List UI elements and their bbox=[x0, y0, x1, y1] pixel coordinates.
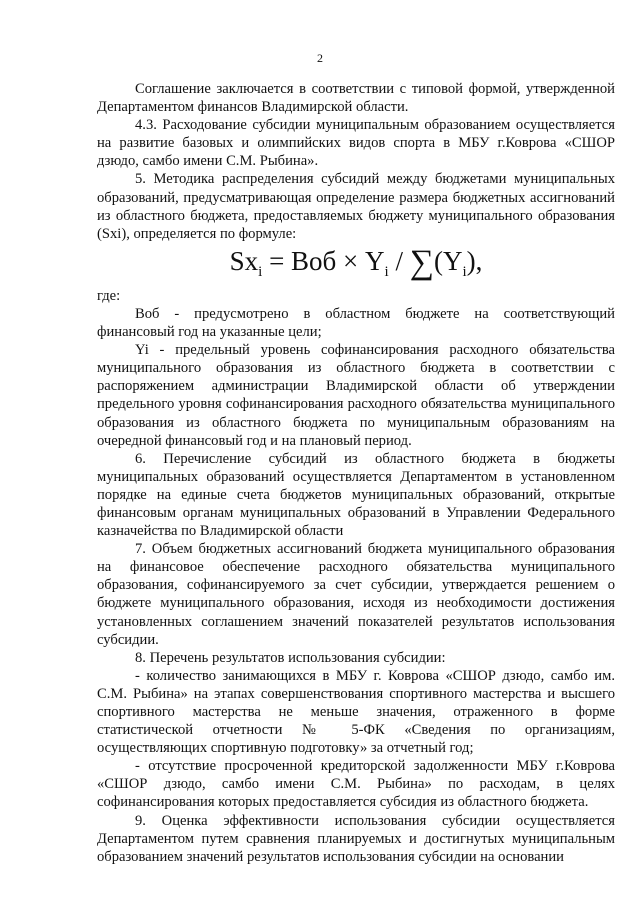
formula-y-sub: i bbox=[384, 263, 389, 280]
paragraph-4-3: 4.3. Расходование субсидии муниципальным образованием осуществляется на развитие базовых и олимпийских видов спорта в МБУ г.Коврова «СШОР дзюдо, самбо имени С.М. Рыбина». bbox=[97, 117, 615, 170]
formula-div: / bbox=[388, 245, 410, 276]
paragraph-5-methodology: 5. Методика распределения субсидий между бюджетами муниципальных образований, предусматривающая определение размера бюджетных ассигнований из областного бюджета, предоставляемых бюджету муниципального образования (Sxi), определяется по формуле: bbox=[97, 171, 615, 242]
paragraph-agreement: Соглашение заключается в соответствии с типовой формой, утвержденной Департаментом финансов Владимирской области. bbox=[97, 81, 615, 116]
list-item-participants: - количество занимающихся в МБУ г. Коврова «СШОР дзюдо, самбо им. С.М. Рыбина» на этапах совершенствования спортивного мастерства и высшего спортивного мастерства не меньше значения, отраженного в форме статистической отчетности № 5-ФК «Сведения по организациям, осуществляющих спортивную подготовку» за отчетный год; bbox=[97, 667, 615, 757]
formula-arg-close: ), bbox=[466, 245, 483, 276]
formula-arg-sub: i bbox=[462, 263, 467, 280]
document-body bbox=[97, 80, 615, 866]
paragraph-vob-definition: Воб - предусмотрено в областном бюджете на соответствующий финансовый год на указанные цели; bbox=[97, 305, 615, 341]
formula-lhs: Sx bbox=[229, 245, 259, 276]
where-label: где: bbox=[97, 287, 121, 304]
list-item-no-debt: - отсутствие просроченной кредиторской задолженности МБУ г.Коврова «СШОР дзюдо, самбо имени С.М. Рыбина» по расходам, в целях софинансирования которых предоставляется субсидия из областного бюджета. bbox=[97, 758, 615, 811]
formula-arg-open: (Y bbox=[433, 245, 463, 276]
distribution-formula bbox=[97, 245, 615, 283]
formula-eq: = Воб × Y bbox=[262, 245, 385, 276]
paragraph-7-budget-volume: 7. Объем бюджетных ассигнований бюджета муниципального образования на финансовое обеспечение расходного обязательства муниципального образования, софинансируемого за счет субсидии, утверждается решением о бюджете муниципального образования, исходя из необходимости достижения установленных соглашением значений показателей результатов использования субсидии. bbox=[97, 541, 615, 648]
formula-lhs-sub: i bbox=[258, 263, 263, 280]
paragraph-8-results-list: 8. Перечень результатов использования субсидии: bbox=[135, 649, 446, 666]
paragraph-9-evaluation: 9. Оценка эффективности использования субсидии осуществляется Департаментом путем сравнения планируемых и достигнутых муниципальным образованием значений результатов использования субсидии на основании bbox=[97, 812, 615, 865]
page-number: 2 bbox=[317, 51, 323, 65]
paragraph-yi-definition: Yi - предельный уровень софинансирования расходного обязательства муниципального образования из областного бюджета в соответствии с распоряжением администрации Владимирской области об утверждении предельного уровня софинансирования расходного обязательства муниципального образования из областного бюджета по муниципальным образованиям на очередной финансовый год и на плановый период. bbox=[97, 342, 615, 449]
formula-sum-symbol: ∑ bbox=[409, 243, 434, 281]
paragraph-6-transfer: 6. Перечисление субсидий из областного бюджета в бюджеты муниципальных образований осуществляется Департаментом в установленном порядке на единые счета бюджетов муниципальных образований, открытые финансовым органам муниципальных образований в Управлении Федерального казначейства по Владимирской области bbox=[97, 450, 615, 540]
